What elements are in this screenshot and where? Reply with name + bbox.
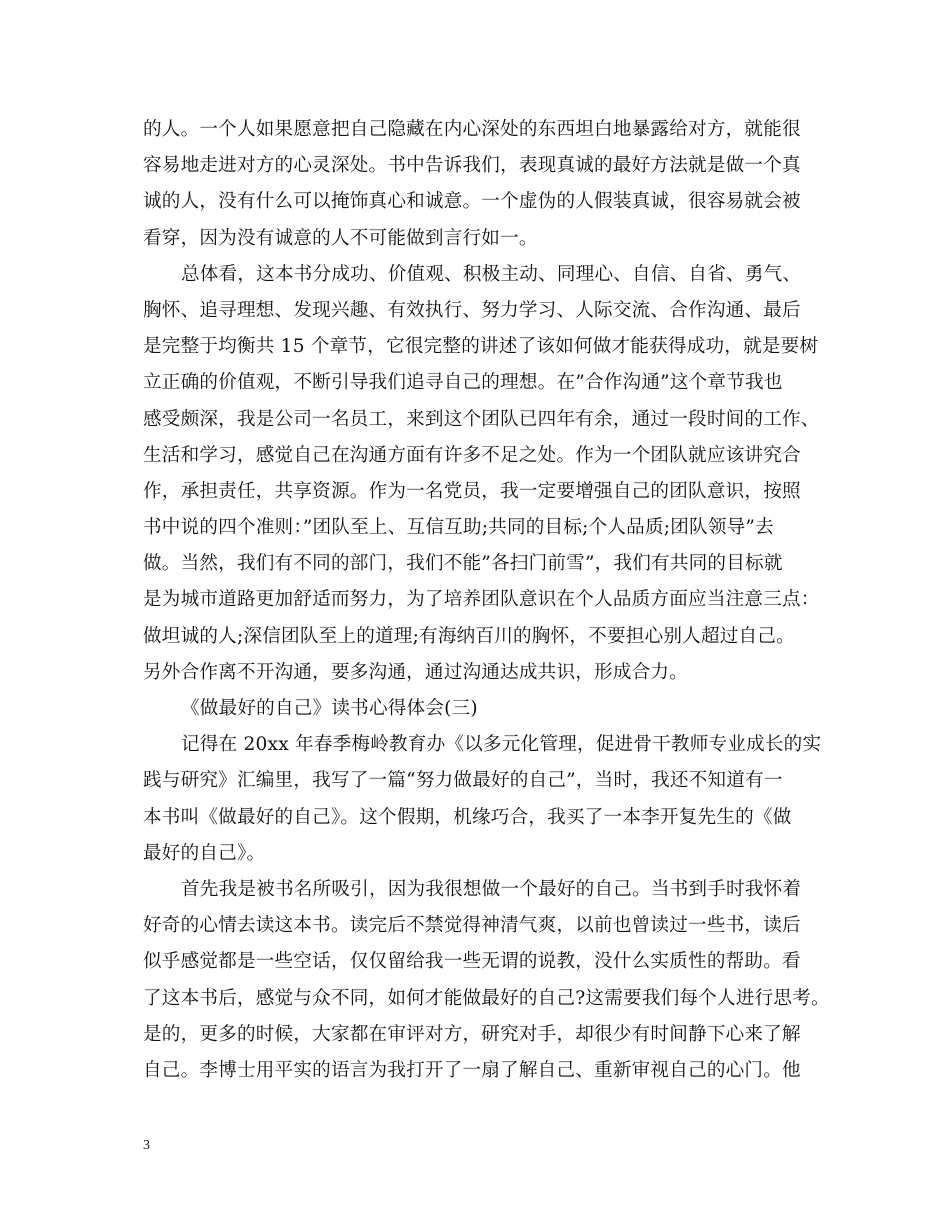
paragraph-start-line: 总体看，这本书分成功、价值观、积极主动、同理心、自信、自省、勇气、	[181, 263, 802, 285]
paragraph-start-line: 首先我是被书名所吸引，因为我很想做一个最好的自己。当书到手时我怀着	[181, 878, 802, 900]
text-line: 是完整于均衡共 15 个章节，它很完整的讲述了该如何做才能获得成功，就是要树	[143, 336, 819, 358]
text-line: 践与研究》汇编里，我写了一篇“努力做最好的自己”，当时，我还不知道有一	[143, 770, 783, 792]
text-line: 了这本书后，感觉与众不同，如何才能做最好的自己?这需要我们每个人进行思考。	[143, 987, 830, 1009]
document-body	[143, 112, 830, 1089]
text-line: 胸怀、追寻理想、发现兴趣、有效执行、努力学习、人际交流、合作沟通、最后	[143, 299, 801, 321]
text-line: 是为城市道路更加舒适而努力，为了培养团队意识在个人品质方面应当注意三点：	[143, 589, 820, 611]
text-line: 诚的人，没有什么可以掩饰真心和诚意。一个虚伪的人假装真诚，很容易就会被	[143, 191, 801, 213]
page-number: 3	[143, 1138, 150, 1153]
text-line: 本书叫《做最好的自己》。这个假期，机缘巧合，我买了一本李开复先生的《做	[143, 806, 792, 828]
text-line: 容易地走进对方的心灵深处。书中告诉我们，表现真诚的最好方法就是做一个真	[143, 155, 801, 177]
text-line: 做坦诚的人;深信团队至上的道理;有海纳百川的胸怀，不要担心别人超过自己。	[143, 625, 795, 647]
text-line: 生活和学习，感觉自己在沟通方面有许多不足之处。作为一个团队就应该讲究合	[143, 444, 801, 466]
text-line: 立正确的价值观，不断引导我们追寻自己的理想。在”合作沟通”这个章节我也	[143, 372, 783, 394]
text-line: 感受颇深，我是公司一名员工，来到这个团队已四年有余，通过一段时间的工作、	[143, 408, 820, 430]
text-line: 似乎感觉都是一些空话，仅仅留给我一些无谓的说教，没什么实质性的帮助。看	[143, 951, 801, 973]
section-heading: 《做最好的自己》读书心得体会(三)	[181, 698, 478, 719]
paragraph-start-line: 记得在 20xx 年春季梅岭教育办《以多元化管理，促进骨干教师专业成长的实	[181, 734, 822, 756]
text-line: 的人。一个人如果愿意把自己隐藏在内心深处的东西坦白地暴露给对方，就能很	[143, 119, 801, 140]
text-line: 另外合作离不开沟通，要多沟通，通过沟通达成共识，形成合力。	[143, 661, 689, 683]
text-line: 最好的自己》。	[143, 842, 266, 864]
text-line: 做。当然，我们有不同的部门，我们不能”各扫门前雪”，我们有共同的目标就	[143, 553, 783, 575]
text-line: 好奇的心情去读这本书。读完后不禁觉得神清气爽，以前也曾读过一些书，读后	[143, 915, 801, 937]
text-line: 看穿，因为没有诚意的人不可能做到言行如一。	[143, 227, 538, 249]
text-line: 作，承担责任，共享资源。作为一名党员，我一定要增强自己的团队意识，按照	[143, 480, 801, 502]
text-line: 书中说的四个准则：”团队至上、互信互助;共同的目标;个人品质;团队领导”去	[143, 517, 774, 539]
text-line: 自己。李博士用平实的语言为我打开了一扇了解自己、重新审视自己的心门。他	[143, 1059, 801, 1081]
text-line: 是的，更多的时候，大家都在审评对方，研究对手，却很少有时间静下心来了解	[143, 1023, 801, 1045]
